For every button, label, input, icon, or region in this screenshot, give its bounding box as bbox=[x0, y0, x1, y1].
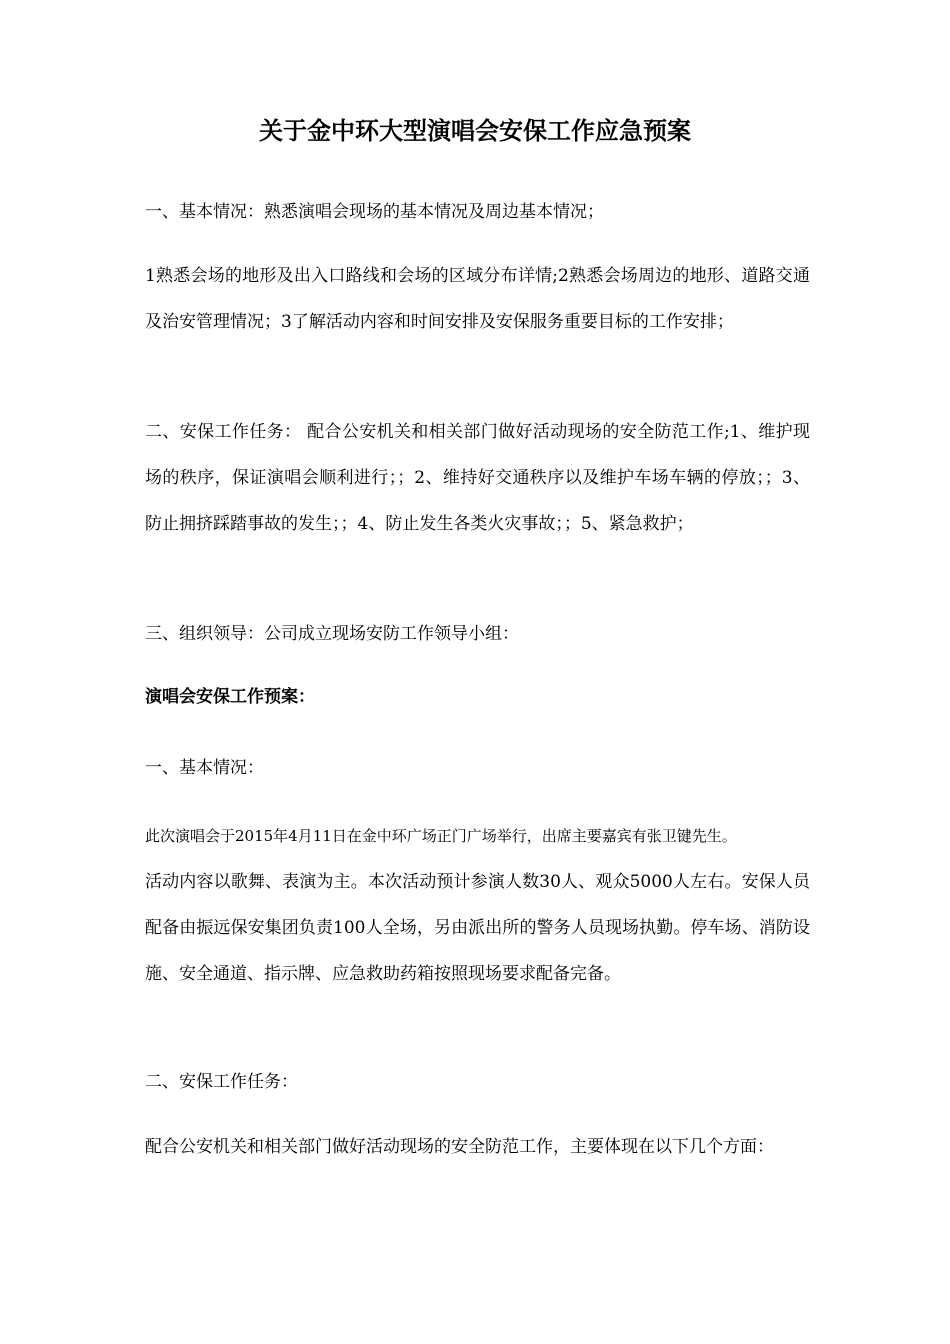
event-date-line: 此次演唱会于2015年4月11日在金中环广场正门广场举行，出席主要嘉宾有张卫键先生。 bbox=[145, 827, 737, 845]
event-details: 活动内容以歌舞、表演为主。本次活动预计参演人数30人、观众5000人左右。安保人员配备由振远保安集团负责100人全场，另由派出所的警务人员现场执勤。停车场、消防设施、安全通道、指示牌、应急救助药箱按照现场要求配备完备。 bbox=[145, 872, 810, 984]
section-3-heading: 三、组织领导：公司成立现场安防工作领导小组： bbox=[145, 624, 519, 644]
section-2-body: 二、安保工作任务： 配合公安机关和相关部门做好活动现场的安全防范工作;1、维护现场的秩序，保证演唱会顺利进行；；2、维持好交通秩序以及维护车场车辆的停放；；3、防止拥挤踩踏事故的发生；；4、防止发生各类火灾事故；；5、紧急救护； bbox=[145, 422, 810, 534]
plan-section-2-heading: 二、安保工作任务： bbox=[145, 1072, 298, 1092]
plan-heading: 演唱会安保工作预案： bbox=[145, 687, 315, 707]
plan-section-1-body bbox=[145, 813, 810, 997]
section-1-heading: 一、基本情况：熟悉演唱会现场的基本情况及周边基本情况； bbox=[145, 202, 604, 222]
plan-section-2-body: 配合公安机关和相关部门做好活动现场的安全防范工作，主要体现在以下几个方面： bbox=[145, 1137, 774, 1157]
document-title: 关于金中环大型演唱会安保工作应急预案 bbox=[259, 117, 691, 145]
section-1-body: 1熟悉会场的地形及出入口路线和会场的区域分布详情;2熟悉会场周边的地形、道路交通及治安管理情况；3了解活动内容和时间安排及安保服务重要目标的工作安排； bbox=[145, 266, 810, 332]
plan-section-1-heading: 一、基本情况： bbox=[145, 758, 264, 778]
